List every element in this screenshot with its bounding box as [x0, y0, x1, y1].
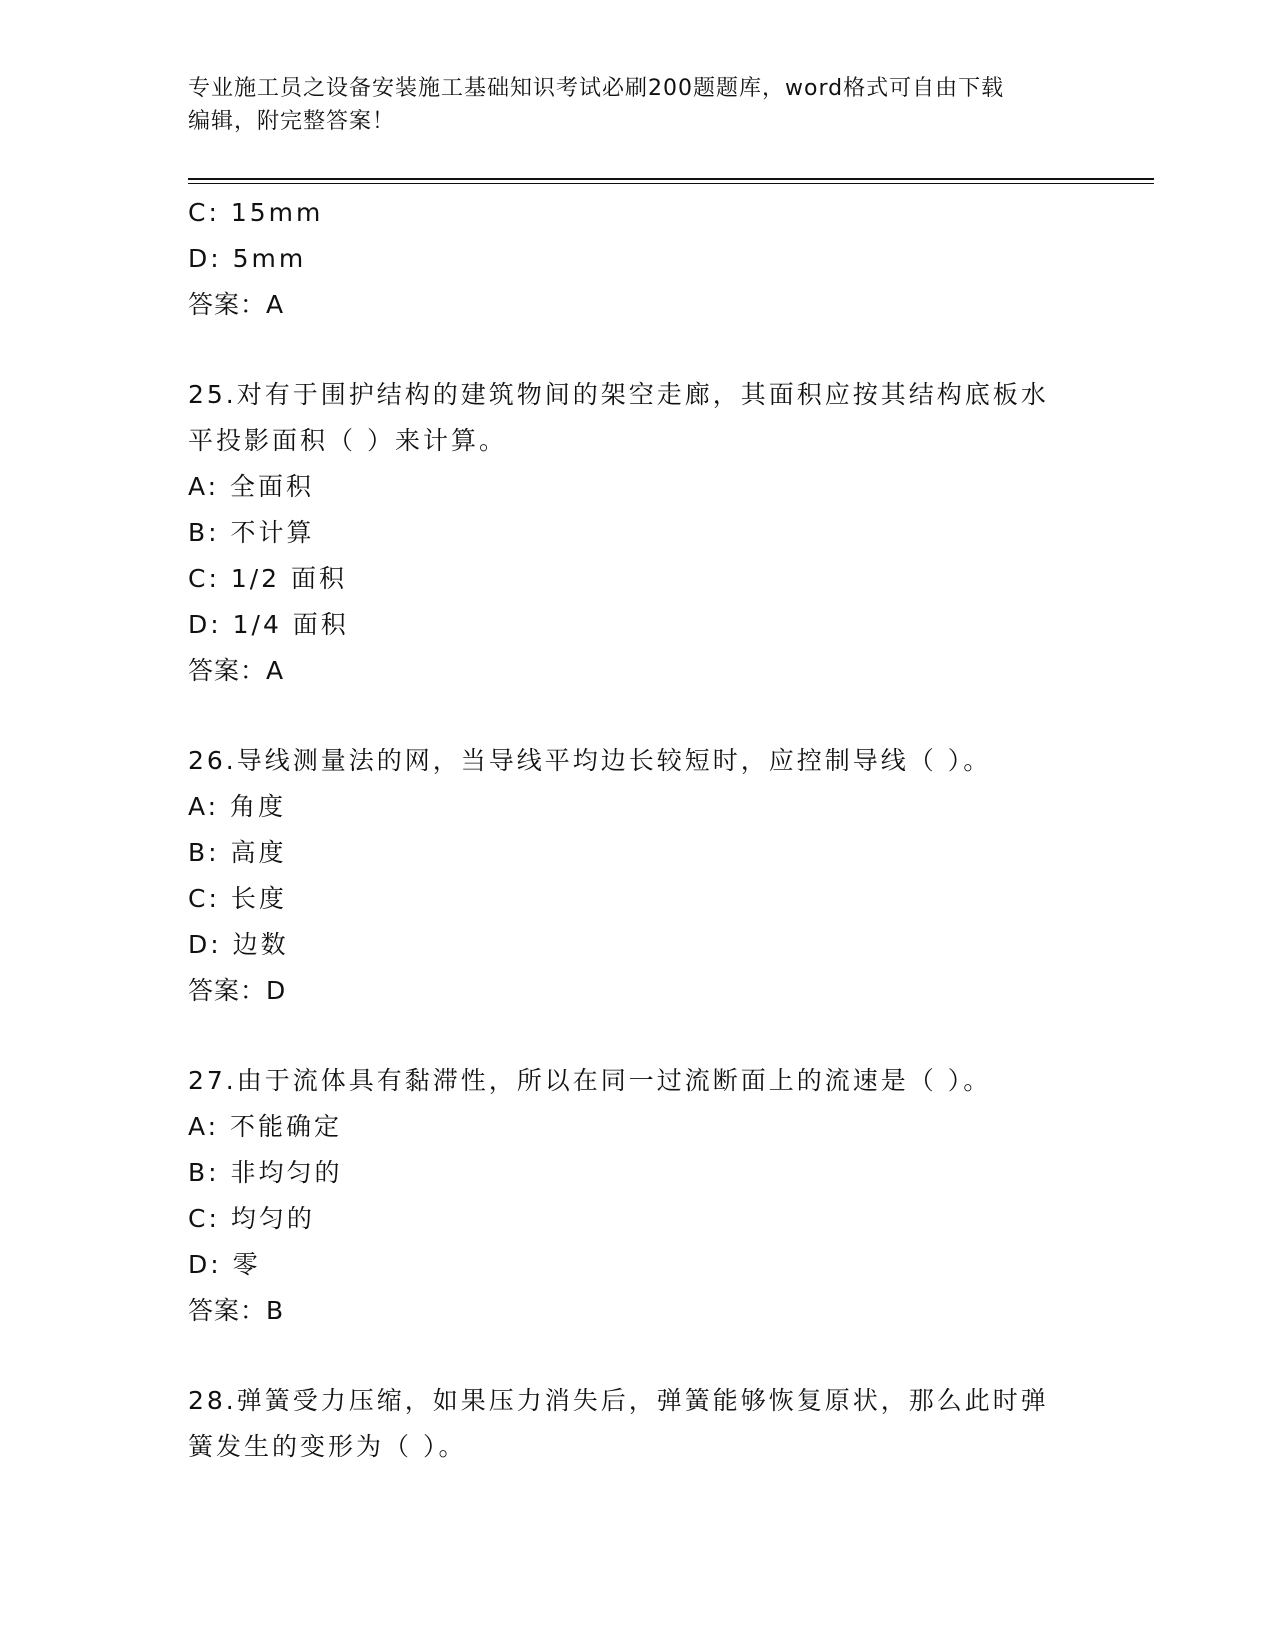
answer-label: 答案：D	[188, 976, 287, 1005]
header-divider-thin	[188, 183, 1154, 184]
answer-label: 答案：A	[188, 656, 285, 685]
option-d: D: 零	[188, 1250, 261, 1279]
option-b: B: 非均匀的	[188, 1158, 343, 1187]
option-a: A: 全面积	[188, 472, 315, 501]
question-27	[188, 1058, 1128, 1334]
document-header	[188, 72, 1088, 138]
option-c: C: 1/2 面积	[188, 564, 348, 593]
question-stem-line-2: 簧发生的变形为（ ）。	[188, 1432, 467, 1461]
question-stem-line-1: 27.由于流体具有黏滞性，所以在同一过流断面上的流速是（ ）。	[188, 1066, 992, 1095]
question-stem-line-1: 28.弹簧受力压缩，如果压力消失后，弹簧能够恢复原状，那么此时弹	[188, 1386, 1049, 1415]
answer-label: 答案：A	[188, 290, 285, 319]
option-d: D: 1/4 面积	[188, 610, 349, 639]
answer-label: 答案：B	[188, 1296, 285, 1325]
option-c: C: 长度	[188, 884, 287, 913]
header-line-1: 专业施工员之设备安装施工基础知识考试必刷200题题库，word格式可自由下载	[188, 76, 1005, 101]
option-a: A: 不能确定	[188, 1112, 343, 1141]
option-b: B: 不计算	[188, 518, 315, 547]
question-26	[188, 738, 1128, 1014]
question-25	[188, 372, 1128, 694]
option-c: C: 均匀的	[188, 1204, 315, 1233]
question-28	[188, 1378, 1128, 1470]
option-b: B: 高度	[188, 838, 287, 867]
question-stem-line-2: 平投影面积（ ）来计算。	[188, 426, 507, 455]
question-stem-line-1: 25.对有于围护结构的建筑物间的架空走廊，其面积应按其结构底板水	[188, 380, 1049, 409]
option-d: D: 5mm	[188, 244, 307, 273]
option-a: A: 角度	[188, 792, 287, 821]
header-divider-thick	[188, 178, 1154, 180]
question-24-tail	[188, 190, 1128, 328]
question-content	[188, 190, 1128, 1470]
option-c: C: 15mm	[188, 198, 324, 227]
header-line-2: 编辑，附完整答案！	[188, 109, 396, 134]
option-d: D: 边数	[188, 930, 289, 959]
question-stem-line-1: 26.导线测量法的网，当导线平均边长较短时，应控制导线（ ）。	[188, 746, 992, 775]
